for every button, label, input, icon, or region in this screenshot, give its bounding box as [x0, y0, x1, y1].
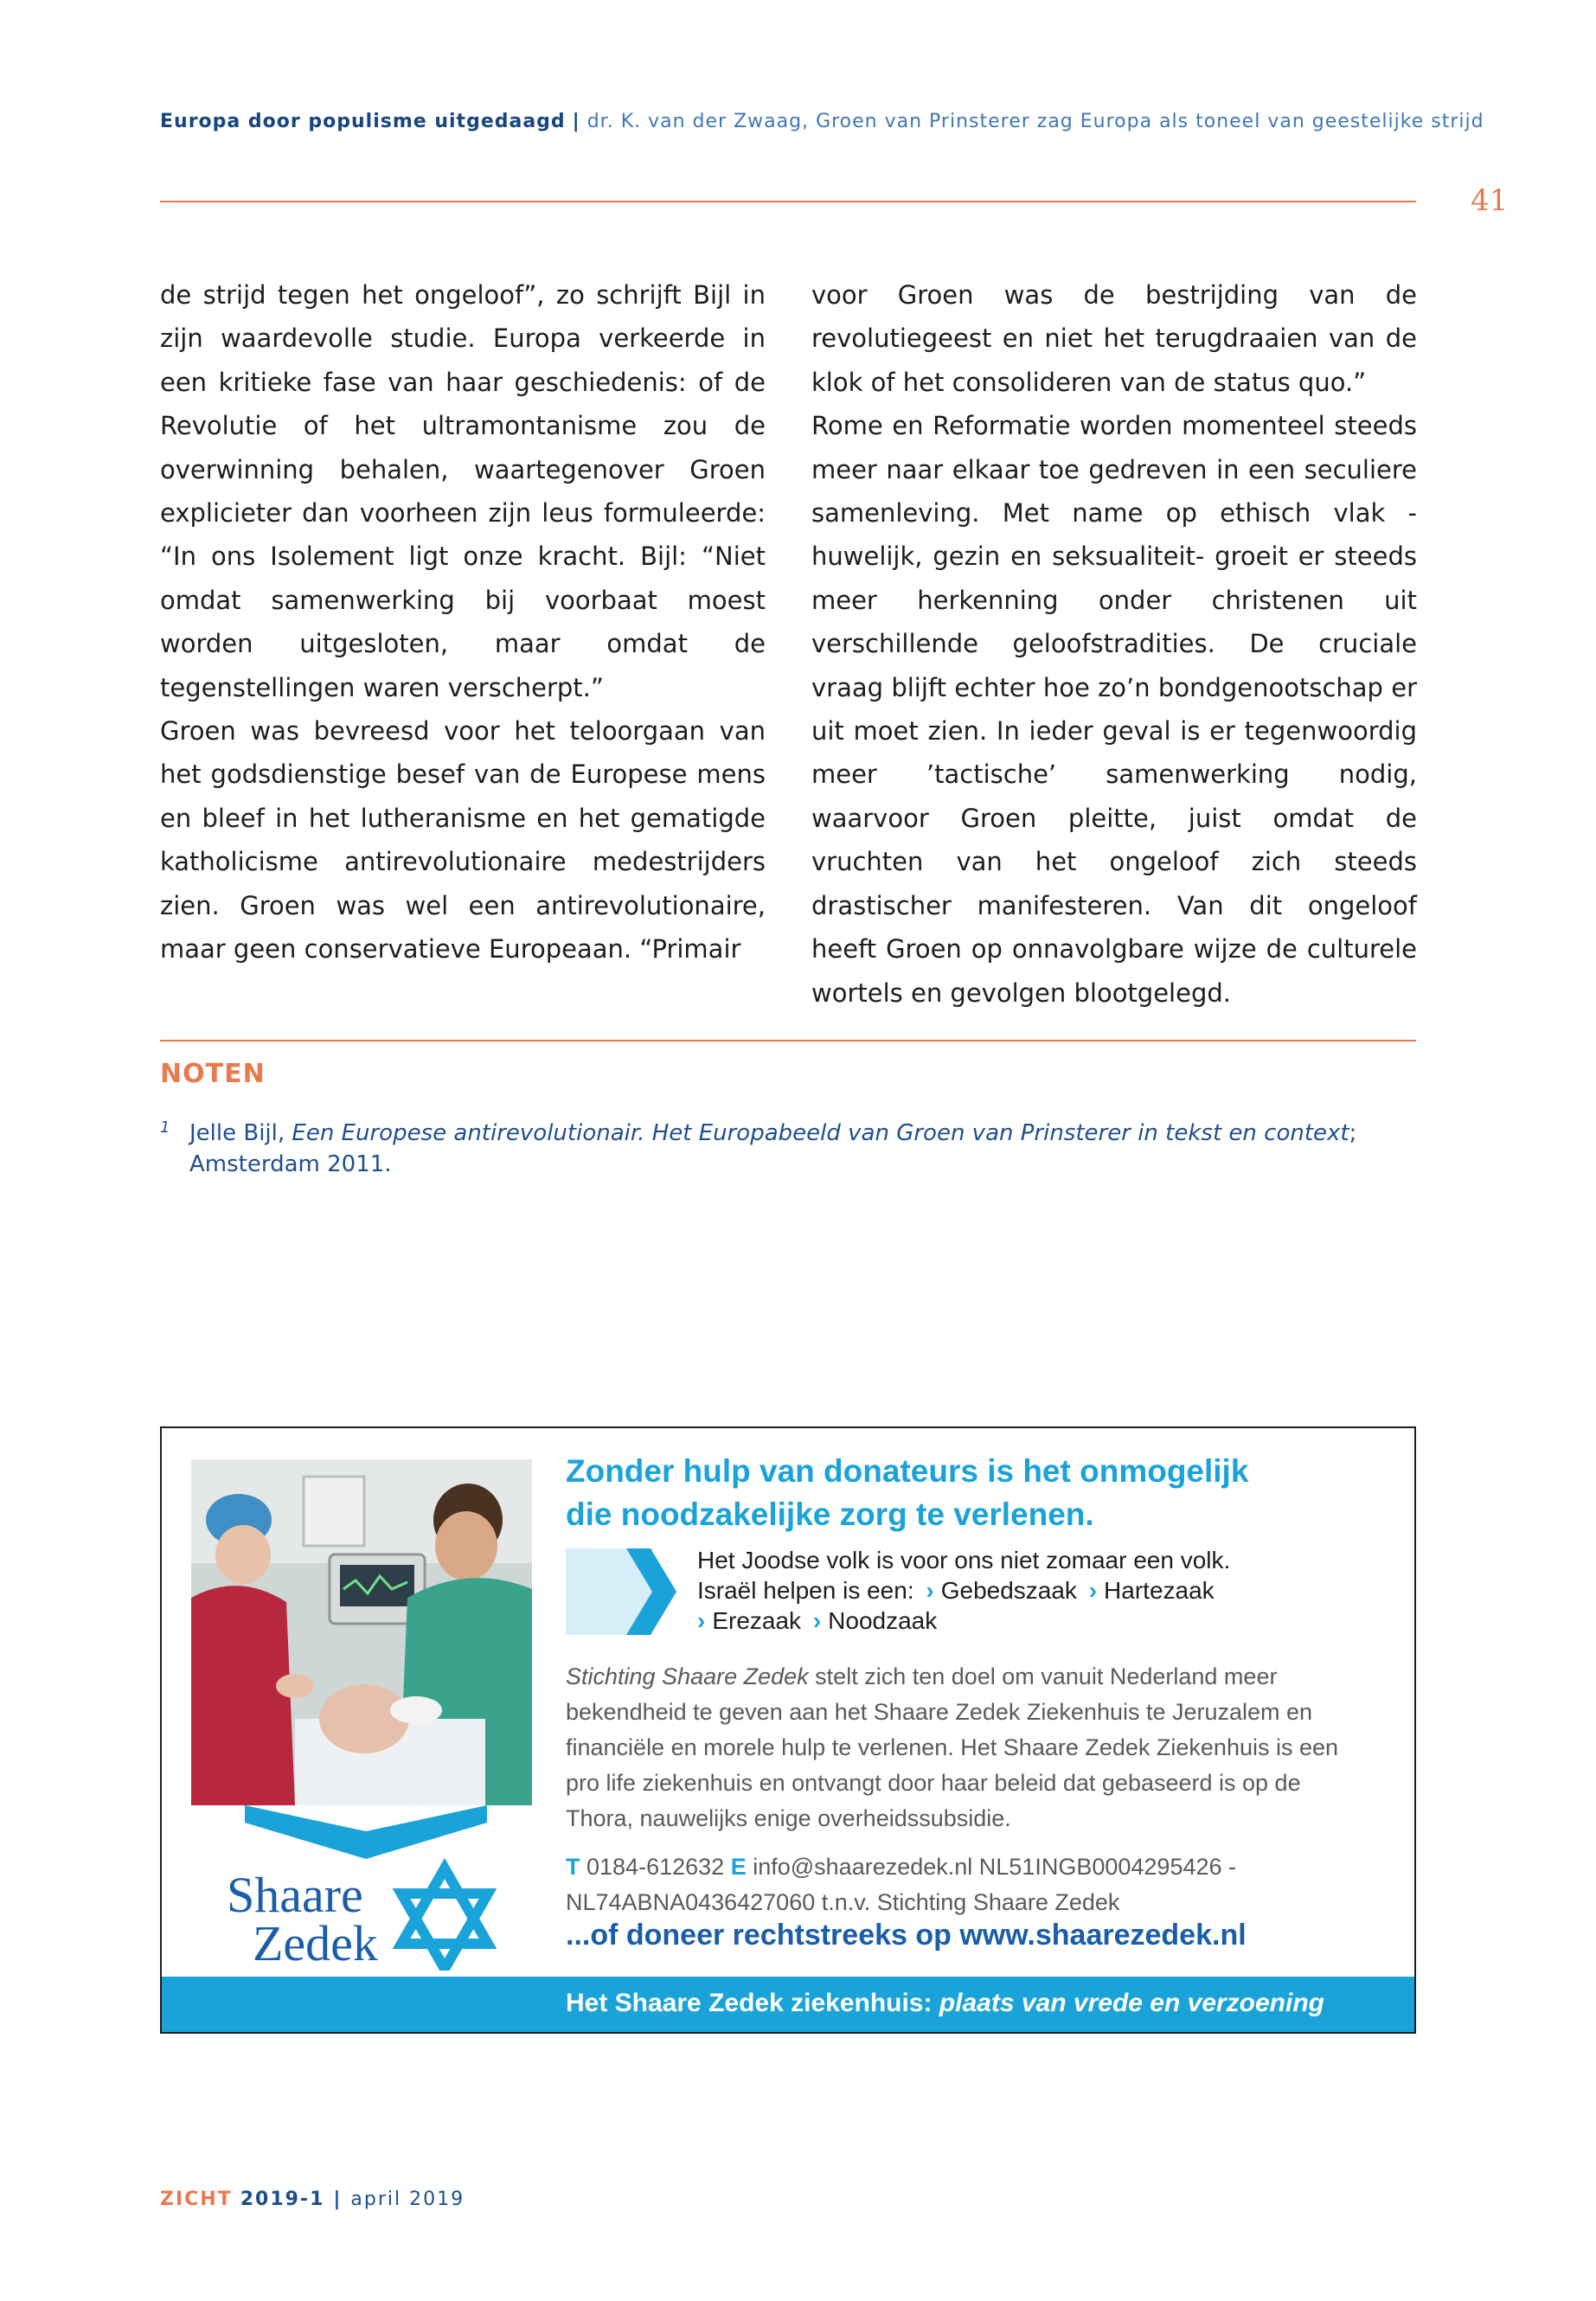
footnote-mark: 1 — [160, 1118, 170, 1137]
footer — [160, 2189, 465, 2210]
footnote-author: Jelle Bijl, — [189, 1120, 292, 1146]
page-number: 41 — [1471, 183, 1509, 218]
footnote-1 — [160, 1118, 1406, 1180]
cause-item: Hartezaak — [1104, 1577, 1215, 1604]
shaare-zedek-logo-graphic — [221, 1858, 507, 1971]
banner-bold: Het Shaare Zedek ziekenhuis: — [566, 1989, 939, 2017]
running-head — [160, 111, 1484, 132]
section-title: Europa door populisme uitgedaagd — [160, 111, 566, 132]
ad-body-description: stelt zich ten doel om vanuit Nederland meer bekendheid te geven aan het Shaare Zedek Ziekenhuis te Jeruzalem en financiële en morele hulp te verlenen. Het Shaare Zedek Ziekenhuis is een pro life ziekenhuis en ontvangt door haar beleid dat gebaseerd is op de Thora, nauwelijks enige overheidssubsidie. — [566, 1663, 1339, 1831]
paragraph: voor Groen was de bestrijding van de revolutiegeest en niet het terugdraaien van de klok of het consolideren van de status quo.” — [811, 280, 1417, 397]
chevron-right-icon — [566, 1548, 683, 1635]
ad-headline — [566, 1450, 1379, 1536]
header-separator: | — [572, 111, 580, 132]
ad-banner — [162, 1977, 1414, 2032]
iban-1: NL51INGB0004295426 - — [978, 1854, 1237, 1880]
shaare-zedek-logo — [221, 1858, 507, 1971]
paragraph: Rome en Reformatie worden momenteel steeds meer naar elkaar toe gedreven in een seculiere samenleving. Met name op ethisch vlak -huwelijk, gezin en seksualiteit- groeit er steeds meer herkenning onder christenen uit verschillende geloofstradities. De cruciale vraag blijft echter hoe zo’n bondgenootschap er uit moet zien. In ieder geval is er tegenwoordig meer ’tactische’ samenwerking nodig, waarvoor Groen pleitte, juist omdat de vruchten van het ongeloof zich steeds drastischer manifesteren. Van dit ongeloof heeft Groen op onnavolgbare wijze de culturele wortels en gevolgen blootgelegd. — [811, 411, 1417, 1008]
footer-issue: 2019-1 — [240, 2189, 325, 2210]
hospital-photo — [191, 1459, 532, 1805]
bullet-icon: › — [1088, 1577, 1098, 1604]
donate-link[interactable]: ...of doneer rechtstreeks op www.shaarezedek.nl — [566, 1919, 1247, 1952]
email-label: E — [730, 1854, 747, 1880]
iban-2: NL74ABNA0436427060 t.n.v. Stichting Shaare Zedek — [566, 1889, 1120, 1915]
logo-word-1: Shaare — [227, 1867, 363, 1923]
logo-word-2: Zedek — [253, 1915, 378, 1971]
hospital-photo-illustration — [191, 1459, 532, 1805]
ad-body-org: Stichting Shaare Zedek — [566, 1663, 809, 1689]
ad-tagline — [697, 1545, 1407, 1636]
cause-item: Erezaak — [712, 1607, 802, 1634]
article-column-left — [160, 273, 766, 971]
ad-contact-line-1 — [566, 1849, 1370, 1885]
footer-magazine: ZICHT — [160, 2189, 233, 2210]
bullet-icon: › — [926, 1577, 934, 1604]
footnote-title: Een Europese antirevolutionair. Het Europabeeld van Groen van Prinsterer in tekst en context — [292, 1120, 1349, 1146]
ad-contact — [566, 1849, 1370, 1920]
ad-tagline-line-2 — [697, 1575, 1407, 1606]
chevron-down-icon — [245, 1805, 487, 1859]
banner-italic: plaats van vrede en verzoening — [939, 1989, 1324, 2017]
ad-tagline-line-1: Het Joodse volk is voor ons niet zomaar een volk. — [697, 1547, 1231, 1574]
ad-tagline-line-3 — [697, 1606, 1407, 1636]
footer-date: april 2019 — [350, 2189, 465, 2210]
header-rule — [160, 201, 1416, 202]
ad-headline-line-1: Zonder hulp van donateurs is het onmogelijk — [566, 1453, 1249, 1489]
email-address: info@shaarezedek.nl — [753, 1854, 973, 1880]
notes-rule — [160, 1040, 1416, 1042]
ad-headline-line-2: die noodzakelijke zorg te verlenen. — [566, 1497, 1094, 1532]
article-column-right — [811, 273, 1417, 1015]
ad-banner-text — [566, 1989, 1324, 2018]
phone-number: 0184-612632 — [586, 1854, 725, 1880]
ad-body-text — [566, 1659, 1370, 1836]
footnote-text — [189, 1118, 1406, 1180]
footer-separator: | — [333, 2189, 343, 2210]
paragraph: Groen was bevreesd voor het teloorgaan van het godsdienstige besef van de Europese mens en bleef in het lutheranisme en het gematigde katholicisme antirevolutionaire medestrijders zien. Groen was wel een antirevolutionaire, maar geen conservatieve Europeaan. “Primair — [160, 716, 766, 965]
author-line: dr. K. van der Zwaag, Groen van Prinsterer zag Europa als toneel van geestelijke strijd — [586, 111, 1484, 132]
star-of-david-icon — [401, 1868, 488, 1969]
phone-label: T — [566, 1854, 580, 1880]
cause-item: Noodzaak — [828, 1607, 938, 1634]
bullet-icon: › — [812, 1607, 822, 1634]
footnote-rest: ; Amsterdam 2011. — [189, 1120, 1357, 1177]
cause-item: Gebedszaak — [940, 1577, 1077, 1604]
bullet-icon: › — [697, 1607, 706, 1634]
notes-heading: NOTEN — [160, 1059, 266, 1089]
paragraph: de strijd tegen het ongeloof”, zo schrijft Bijl in zijn waardevolle studie. Europa verkeerde in een kritieke fase van haar geschiedenis: of de Revolutie of het ultramontanisme zou de overwinning behalen, waartegenover Groen explicieter dan voorheen zijn leus formuleerde: “In ons Isolement ligt onze kracht. Bijl: “Niet omdat samenwerking bij voorbaat moest worden uitgesloten, maar omdat de tegenstellingen waren verscherpt.” — [160, 280, 766, 702]
ad-tagline-prefix: Israël helpen is een: — [697, 1577, 914, 1604]
